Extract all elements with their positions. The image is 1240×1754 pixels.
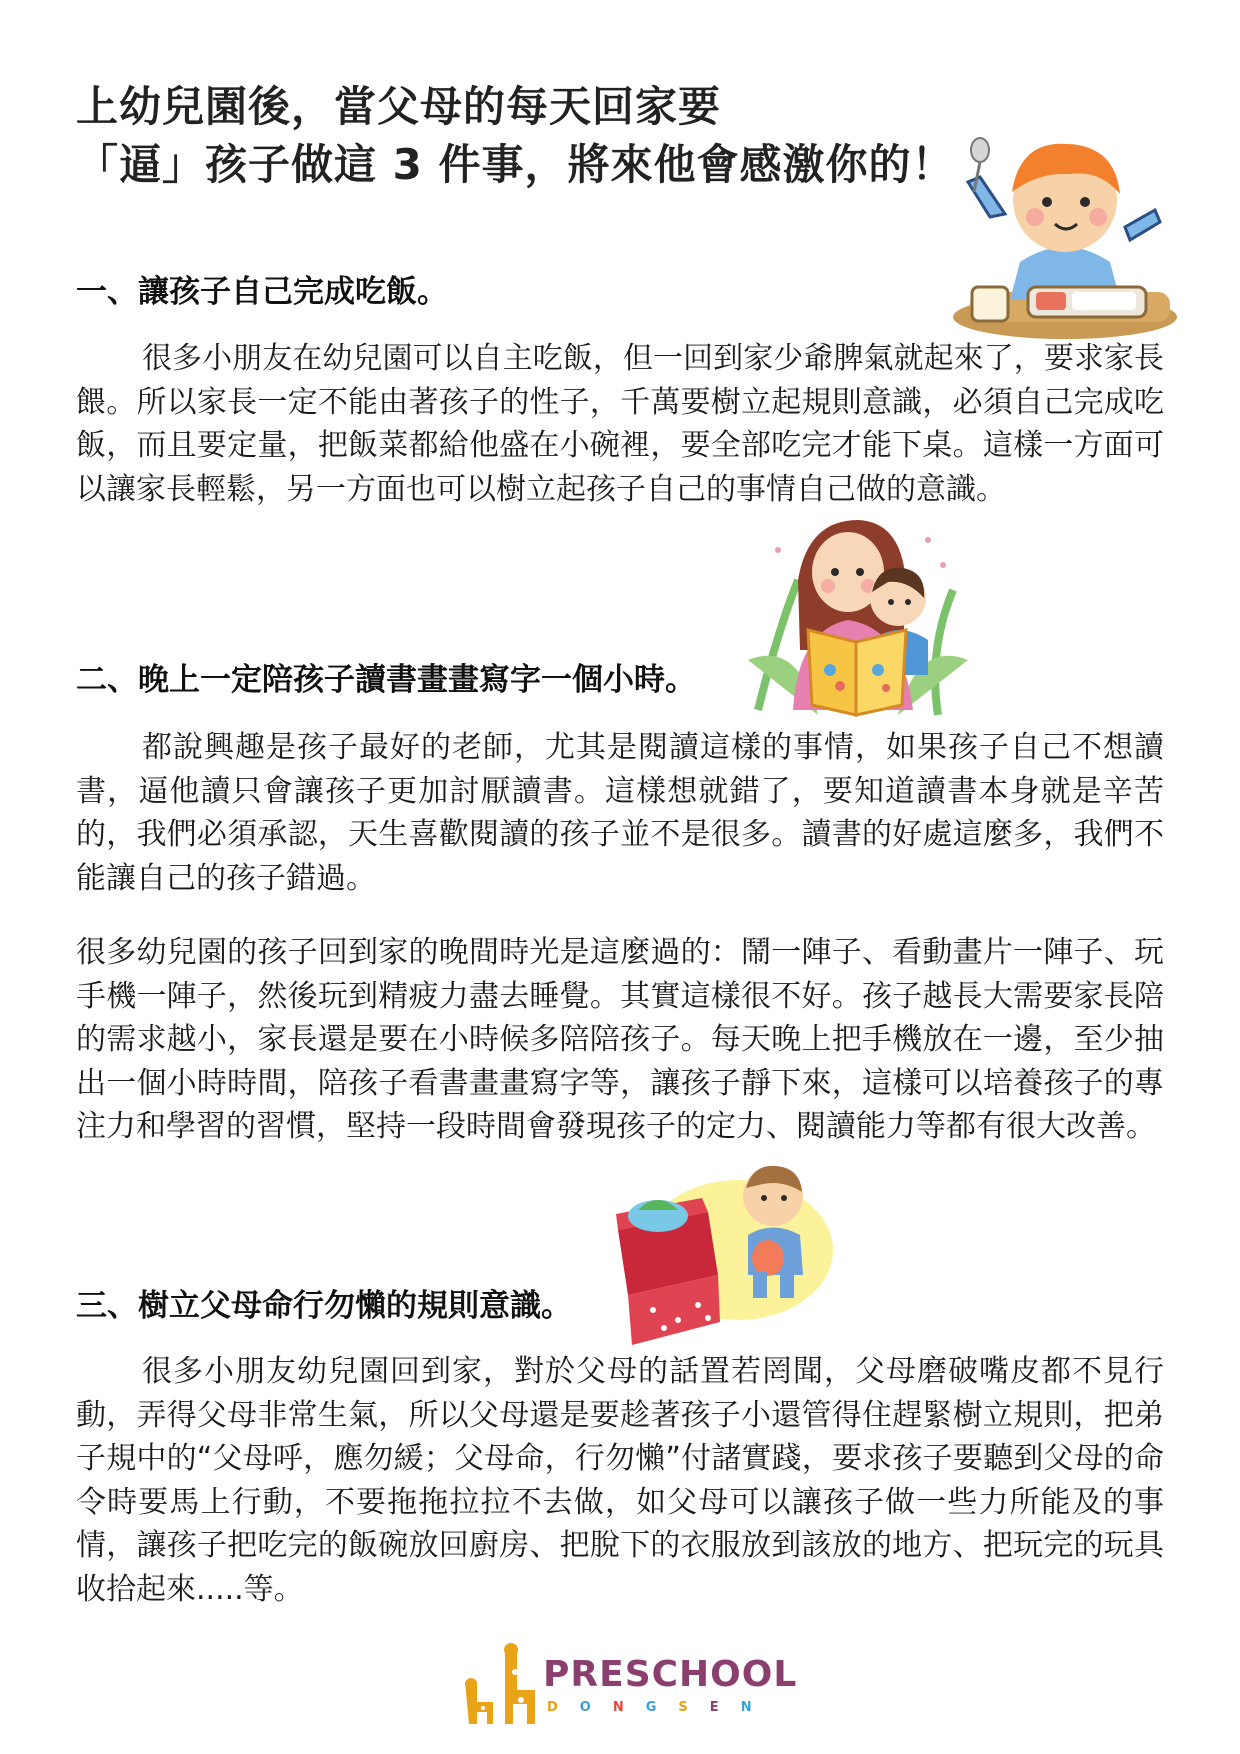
section-2-paragraph-1: 都說興趣是孩子最好的老師，尤其是閱讀這樣的事情，如果孩子自己不想讀書，逼他讀只會讓孩子更加討厭讀書。這樣想就錯了，要知道讀書本身就是辛苦的，我們必須承認，天生喜歡閱讀的孩子並不是很多。讀書的好處這麼多，我們不能讓自己的孩子錯過。 bbox=[76, 730, 1164, 896]
section-1-heading: 一、讓孩子自己完成吃飯。 bbox=[76, 274, 448, 310]
page-title bbox=[76, 78, 1016, 194]
preschool-logo bbox=[455, 1642, 798, 1726]
title-line-1: 上幼兒園後，當父母的每天回家要 bbox=[76, 82, 722, 131]
logo-sub-letter: N bbox=[740, 1700, 774, 1715]
logo-name: PRESCHOOL bbox=[543, 1654, 798, 1695]
giraffe-icon bbox=[455, 1642, 545, 1726]
title-line-2: 「逼」孩子做這 3 件事，將來他會感激你的！ bbox=[76, 140, 955, 189]
section-1-paragraph: 很多小朋友在幼兒園可以自主吃飯，但一回到家少爺脾氣就起來了，要求家長餵。所以家長一定不能由著孩子的性子，千萬要樹立起規則意識，必須自己完成吃飯，而且要定量，把飯菜都給他盛在小碗裡，要全部吃完才能下桌。這樣一方面可以讓家長輕鬆，另一方面也可以樹立起孩子自己的事情自己做的意識。 bbox=[76, 341, 1164, 507]
logo-sub-letter: E bbox=[709, 1700, 741, 1715]
logo-sub-letter: D bbox=[547, 1700, 580, 1715]
section-3-paragraph: 很多小朋友幼兒園回到家，對於父母的話置若罔聞，父母磨破嘴皮都不見行動，弄得父母非常生氣，所以父母還是要趁著孩子小還管得住趕緊樹立規則，把弟子規中的“父母呼，應勿緩；父母命，行勿懶”付諸實踐，要求孩子要聽到父母的命令時要馬上行動，不要拖拖拉拉不去做，如父母可以讓孩子做一些力所能及的事情，讓孩子把吃完的飯碗放回廚房、把脫下的衣服放到該放的地方、把玩完的玩具收拾起來.....等。 bbox=[76, 1354, 1164, 1607]
logo-sub-letter: N bbox=[612, 1700, 646, 1715]
logo-sub-letter: G bbox=[645, 1700, 679, 1715]
section-2-paragraph-2: 很多幼兒園的孩子回到家的晚間時光是這麼過的：鬧一陣子、看動畫片一陣子、玩手機一陣子，然後玩到精疲力盡去睡覺。其實這樣很不好。孩子越長大需要家長陪的需求越小，家長還是要在小時候多陪陪孩子。每天晚上把手機放在一邊，至少抽出一個小時時間，陪孩子看書畫畫寫字等，讓孩子靜下來，這樣可以培養孩子的專注力和學習的習慣，堅持一段時間會發現孩子的定力、閱讀能力等都有很大改善。 bbox=[76, 935, 1164, 1144]
logo-subtitle bbox=[547, 1700, 774, 1715]
logo-sub-letter: S bbox=[678, 1700, 710, 1715]
section-3-heading: 三、樹立父母命行勿懶的規則意識。 bbox=[76, 1288, 572, 1324]
toddler-toybox-illustration bbox=[598, 1150, 838, 1355]
boy-eating-illustration bbox=[950, 122, 1180, 340]
logo-sub-letters bbox=[547, 1700, 774, 1715]
logo-sub-letter: O bbox=[579, 1700, 613, 1715]
mother-reading-illustration bbox=[738, 510, 970, 725]
section-2-heading: 二、晚上一定陪孩子讀書畫畫寫字一個小時。 bbox=[76, 662, 696, 698]
